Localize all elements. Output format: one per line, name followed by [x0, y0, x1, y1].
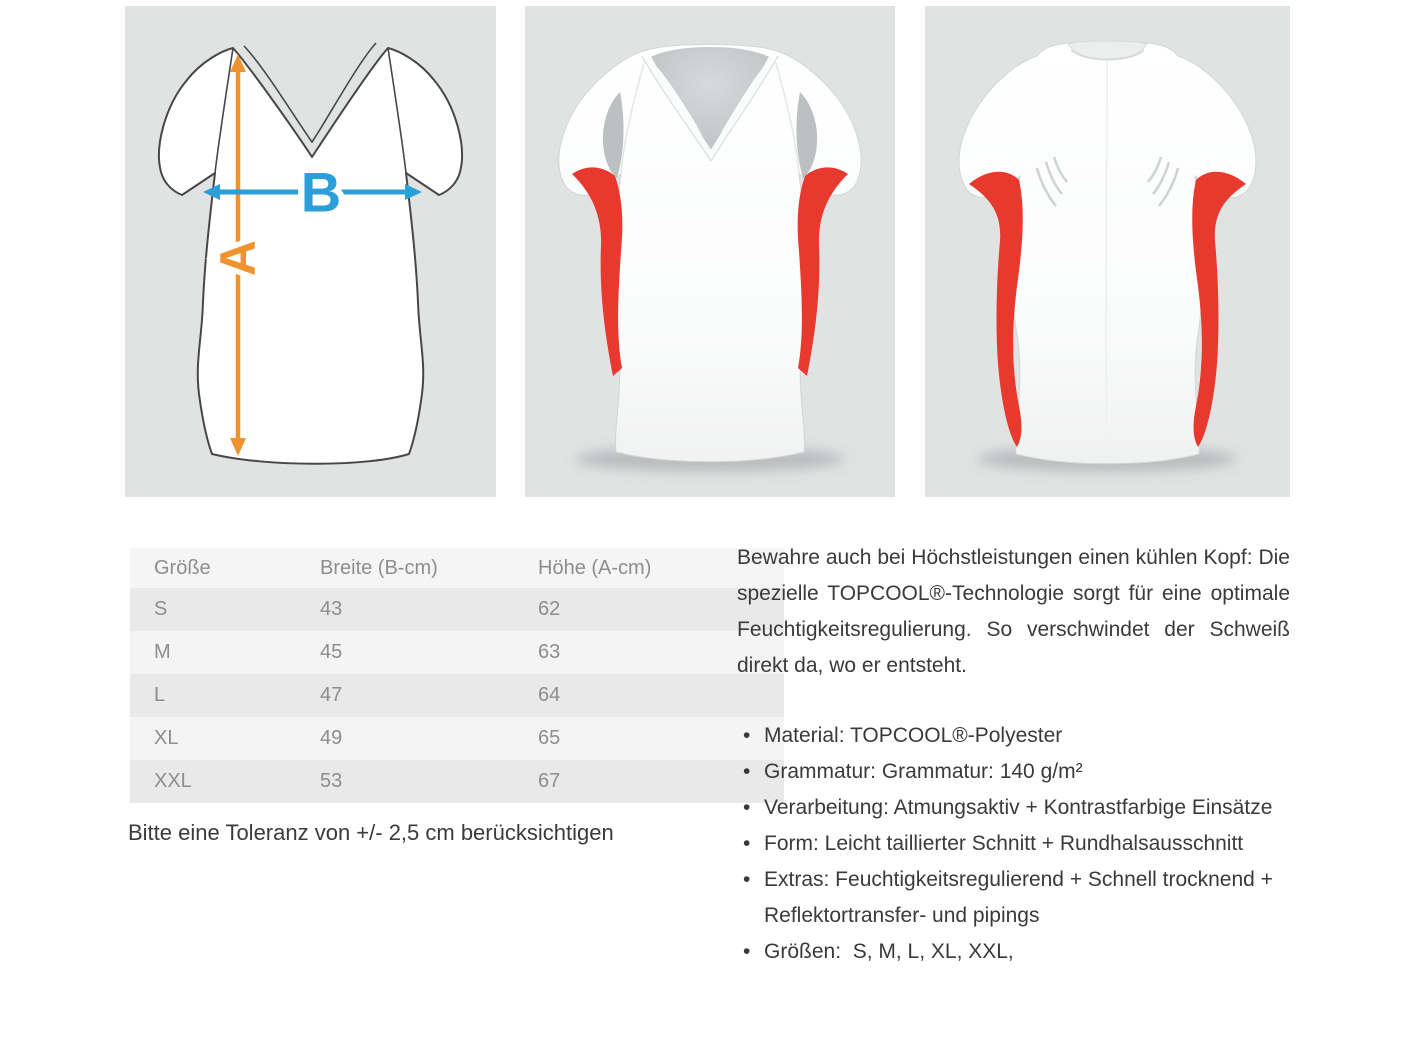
list-item-material: • Material: TOPCOOL®-Polyester [737, 718, 1290, 754]
cell-height: 63 [538, 641, 561, 663]
size-table-head [130, 548, 784, 588]
table-row [130, 760, 784, 803]
col-header-width: Breite (B-cm) [296, 548, 514, 588]
cell-height: 67 [538, 770, 561, 792]
col-header-height: Höhe (A-cm) [514, 548, 784, 588]
feature-list [737, 718, 1290, 970]
cell-size: XXL [154, 770, 192, 792]
product-image-front-photo [525, 6, 895, 497]
cell-size: M [154, 641, 171, 663]
cell-width: 45 [320, 641, 343, 663]
front-photo-svg [525, 6, 895, 497]
col-header-size: Größe [130, 548, 296, 588]
list-item-groessen: • Größen: S, M, L, XL, XXL, [737, 934, 1290, 970]
table-row [130, 631, 784, 674]
table-row [130, 588, 784, 631]
table-row [130, 674, 784, 717]
table-row [130, 717, 784, 760]
label-b: B [300, 160, 342, 224]
tolerance-note: Bitte eine Toleranz von +/- 2,5 cm berücksichtigen [128, 820, 614, 845]
size-table [130, 548, 784, 803]
cell-size: XL [154, 727, 179, 749]
description-intro: Bewahre auch bei Höchstleistungen einen kühlen Kopf: Die spezielle TOPCOOL®-Technologie sorgt für eine optimale Feuchtigkeitsregulierung. So verschwindet der Schweiß direkt da, wo er entsteht. [737, 546, 1290, 677]
cell-width: 43 [320, 598, 343, 620]
measurement-diagram-svg [125, 6, 496, 497]
back-seam [1106, 62, 1107, 452]
list-item-form: • Form: Leicht taillierter Schnitt + Rundhalsausschnitt [737, 826, 1290, 862]
cell-width: 53 [320, 770, 343, 792]
product-description [737, 540, 1290, 970]
cell-size: S [154, 598, 168, 620]
list-item-grammatur: • Grammatur: Grammatur: 140 g/m² [737, 754, 1290, 790]
cell-height: 65 [538, 727, 561, 749]
back-photo-svg [925, 6, 1290, 497]
header-row [130, 548, 784, 588]
product-image-measurement-diagram [125, 6, 496, 497]
cell-size: L [154, 684, 166, 706]
list-item-extras: • Extras: Feuchtigkeitsregulierend + Schnell trocknend + Reflektortransfer- und pipings [737, 862, 1290, 934]
list-item-verarbeitung: • Verarbeitung: Atmungsaktiv + Kontrastfarbige Einsätze [737, 790, 1290, 826]
product-image-back-photo [925, 6, 1290, 497]
cell-width: 49 [320, 727, 343, 749]
label-a: A [210, 239, 266, 277]
cell-width: 47 [320, 684, 343, 706]
cell-height: 64 [538, 684, 561, 706]
size-table-body [130, 588, 784, 803]
cell-height: 62 [538, 598, 561, 620]
